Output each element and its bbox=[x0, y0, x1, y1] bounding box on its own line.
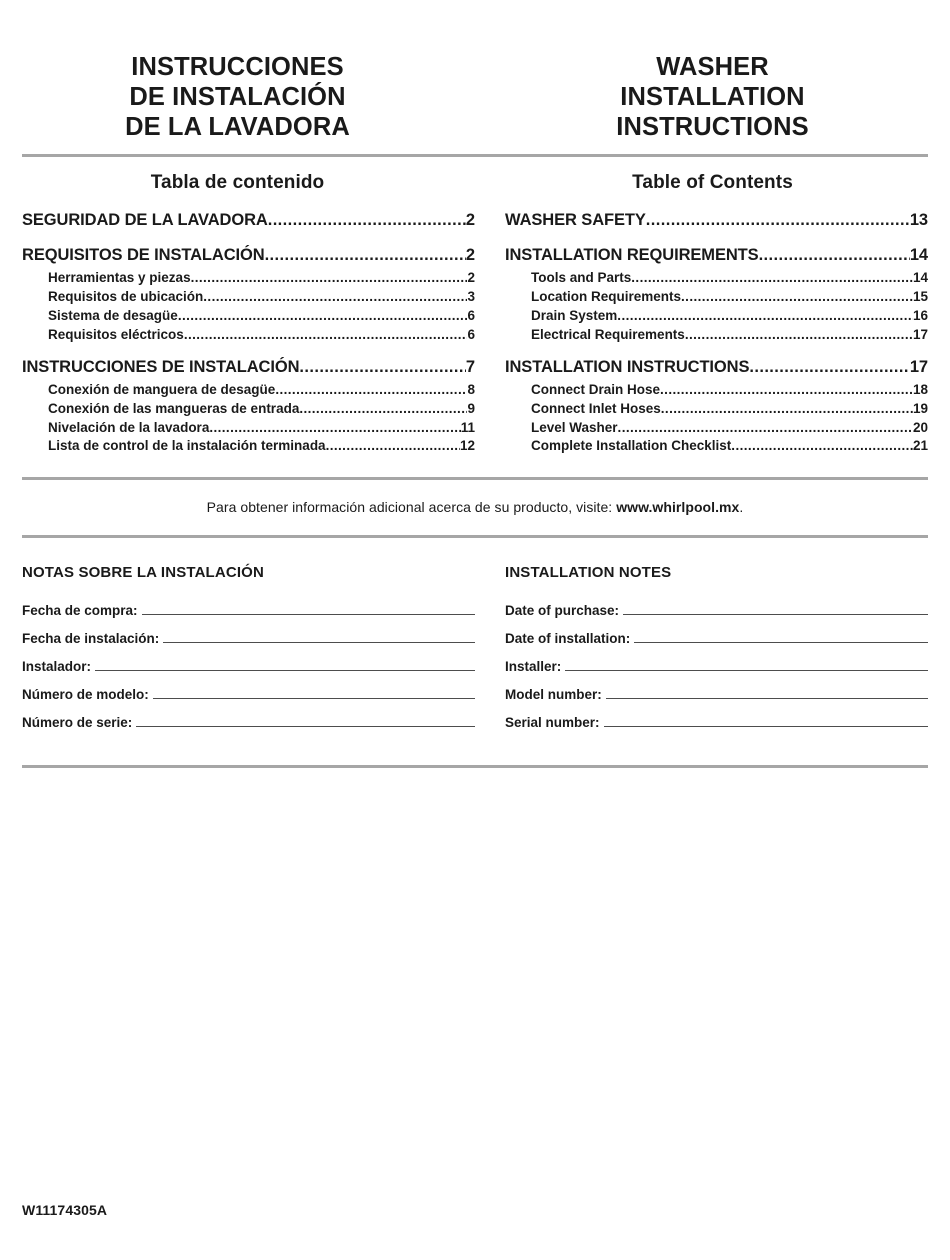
toc-leader-dots bbox=[268, 216, 466, 232]
toc-english bbox=[475, 210, 928, 455]
toc-entry-page: 2 bbox=[465, 245, 475, 264]
toc-entry-label: Requisitos de ubicación bbox=[48, 288, 204, 304]
toc-entry-page: 15 bbox=[912, 288, 928, 304]
toc-entry-page: 11 bbox=[460, 419, 475, 435]
toc-entry-sub[interactable] bbox=[22, 326, 475, 344]
toc-entry-page: 17 bbox=[912, 326, 928, 342]
toc-leader-dots bbox=[203, 290, 467, 306]
toc-entry-label: Requisitos eléctricos bbox=[48, 326, 184, 342]
toc-entry-page: 19 bbox=[912, 400, 928, 416]
toc-leader-dots bbox=[685, 328, 913, 344]
note-field-input[interactable] bbox=[623, 603, 928, 615]
note-field-row bbox=[22, 603, 475, 618]
toc-entry-sub[interactable] bbox=[22, 437, 475, 455]
website-note-text: Para obtener información adicional acerca de su producto, visite: bbox=[206, 499, 617, 516]
title-english-line-3: INSTRUCTIONS bbox=[616, 113, 809, 141]
toc-leader-dots bbox=[661, 402, 913, 418]
toc-entry-label: INSTRUCCIONES DE INSTALACIÓN bbox=[22, 357, 300, 376]
note-field-input[interactable] bbox=[606, 687, 928, 699]
toc-entry-page: 17 bbox=[909, 357, 928, 376]
toc-entry-page: 9 bbox=[467, 400, 475, 416]
divider-below-website bbox=[22, 535, 928, 538]
note-field-row bbox=[22, 659, 475, 674]
toc-leader-dots bbox=[631, 271, 913, 287]
toc-entry-sub[interactable] bbox=[505, 326, 928, 344]
toc-entry-label: Herramientas y piezas bbox=[48, 269, 191, 285]
toc-entry-label: Conexión de las mangueras de entrada bbox=[48, 400, 300, 416]
toc-leader-dots bbox=[184, 328, 468, 344]
note-field-row bbox=[505, 631, 928, 646]
toc-heading-row bbox=[0, 172, 950, 194]
installation-notes-spanish bbox=[22, 564, 475, 743]
toc-entry-label: Conexión de manguera de desagüe bbox=[48, 381, 276, 397]
note-field-label: Date of purchase: bbox=[505, 603, 620, 619]
note-field-input[interactable] bbox=[153, 687, 475, 699]
toc-entry-sub[interactable] bbox=[22, 381, 475, 399]
note-field-row bbox=[505, 603, 928, 618]
note-field-row bbox=[505, 687, 928, 702]
toc-entry-sub[interactable] bbox=[22, 400, 475, 418]
note-field-row bbox=[505, 659, 928, 674]
toc-entry-major[interactable] bbox=[22, 245, 475, 267]
toc-entry-page: 21 bbox=[912, 438, 928, 454]
toc-group bbox=[22, 245, 475, 344]
toc-entry-label: Lista de control de la instalación terminada bbox=[48, 438, 326, 454]
toc-leader-dots bbox=[646, 216, 910, 232]
toc-entry-sub[interactable] bbox=[505, 400, 928, 418]
toc-heading-spanish: Tabla de contenido bbox=[150, 172, 325, 193]
title-spanish-line-1: INSTRUCCIONES bbox=[131, 53, 344, 81]
website-note bbox=[0, 480, 950, 535]
title-block bbox=[0, 0, 950, 142]
toc-entry-page: 2 bbox=[465, 211, 475, 229]
title-spanish-line-2: DE INSTALACIÓN bbox=[129, 83, 346, 111]
note-field-label: Instalador: bbox=[22, 659, 92, 675]
toc-entry-page: 14 bbox=[912, 269, 928, 285]
toc-entry-major[interactable] bbox=[505, 210, 928, 232]
toc-group bbox=[505, 357, 928, 456]
toc-entry-sub[interactable] bbox=[505, 381, 928, 399]
toc-leader-dots bbox=[617, 309, 913, 325]
note-field-row bbox=[22, 715, 475, 730]
toc-spanish bbox=[22, 210, 475, 455]
toc-leader-dots bbox=[681, 290, 913, 306]
toc-group bbox=[505, 210, 928, 232]
toc-entry-sub[interactable] bbox=[505, 437, 928, 455]
toc-entry-label: INSTALLATION INSTRUCTIONS bbox=[505, 357, 750, 376]
toc-entry-label: SEGURIDAD DE LA LAVADORA bbox=[22, 211, 268, 229]
toc-entry-major[interactable] bbox=[22, 210, 475, 232]
note-field-input[interactable] bbox=[604, 715, 928, 727]
note-field-label: Serial number: bbox=[505, 715, 600, 731]
toc-entry-page: 7 bbox=[465, 357, 475, 376]
toc-leader-dots bbox=[326, 439, 460, 455]
toc-entry-page: 14 bbox=[909, 245, 928, 264]
toc-entry-sub[interactable] bbox=[22, 288, 475, 306]
toc-entry-page: 13 bbox=[909, 211, 928, 229]
note-field-input[interactable] bbox=[136, 715, 475, 727]
toc-entry-label: Complete Installation Checklist bbox=[531, 438, 732, 454]
toc-entry-page: 18 bbox=[912, 381, 928, 397]
part-number: W11174305A bbox=[22, 1202, 108, 1218]
toc-entry-page: 6 bbox=[467, 326, 475, 342]
divider-below-title bbox=[22, 154, 928, 157]
title-english-line-2: INSTALLATION bbox=[620, 83, 805, 111]
toc-entry-page: 16 bbox=[912, 307, 928, 323]
note-field-input[interactable] bbox=[142, 603, 475, 615]
divider-below-notes bbox=[22, 765, 928, 768]
toc-leader-dots bbox=[749, 363, 909, 379]
toc-entry-sub[interactable] bbox=[505, 307, 928, 325]
toc-leader-dots bbox=[618, 420, 913, 436]
note-field-input[interactable] bbox=[163, 631, 475, 643]
toc-group bbox=[22, 357, 475, 456]
toc-leader-dots bbox=[178, 309, 468, 325]
toc-heading-english: Table of Contents bbox=[632, 172, 793, 193]
toc-entry-label: Level Washer bbox=[531, 419, 618, 435]
note-field-input[interactable] bbox=[634, 631, 928, 643]
toc-leader-dots bbox=[660, 383, 913, 399]
toc-entry-major[interactable] bbox=[505, 245, 928, 267]
note-field-row bbox=[22, 631, 475, 646]
toc-entry-sub[interactable] bbox=[22, 269, 475, 287]
note-field-label: Date of installation: bbox=[505, 631, 631, 647]
toc-entry-label: INSTALLATION REQUIREMENTS bbox=[505, 245, 759, 264]
title-spanish bbox=[0, 52, 475, 142]
toc-entry-label: REQUISITOS DE INSTALACIÓN bbox=[22, 245, 265, 264]
toc-leader-dots bbox=[275, 383, 467, 399]
toc-entry-page: 2 bbox=[467, 269, 475, 285]
note-field-input[interactable] bbox=[95, 659, 475, 671]
toc-leader-dots bbox=[209, 420, 460, 436]
toc-entry-label: Nivelación de la lavadora bbox=[48, 419, 210, 435]
toc-entry-sub[interactable] bbox=[505, 288, 928, 306]
note-field-label: Fecha de compra: bbox=[22, 603, 138, 619]
note-field-row bbox=[22, 687, 475, 702]
toc-leader-dots bbox=[731, 439, 913, 455]
notes-title-english: INSTALLATION NOTES bbox=[505, 564, 672, 582]
toc-entry-label: Tools and Parts bbox=[531, 269, 632, 285]
toc-group bbox=[22, 210, 475, 232]
title-spanish-line-3: DE LA LAVADORA bbox=[125, 113, 350, 141]
note-field-label: Fecha de instalación: bbox=[22, 631, 160, 647]
toc-entry-major[interactable] bbox=[505, 357, 928, 379]
toc-leader-dots bbox=[759, 251, 910, 267]
installation-notes-english bbox=[475, 564, 928, 743]
toc-leader-dots bbox=[299, 363, 466, 379]
website-note-suffix: . bbox=[739, 499, 744, 516]
toc-leader-dots bbox=[299, 402, 467, 418]
toc-entry-sub[interactable] bbox=[505, 419, 928, 437]
website-url[interactable]: www.whirlpool.mx bbox=[616, 499, 740, 516]
toc-group bbox=[505, 245, 928, 344]
toc-entry-label: Electrical Requirements bbox=[531, 326, 685, 342]
toc-entry-label: Connect Drain Hose bbox=[531, 381, 661, 397]
toc-leader-dots bbox=[191, 271, 468, 287]
note-field-label: Installer: bbox=[505, 659, 562, 675]
note-field-input[interactable] bbox=[565, 659, 928, 671]
toc-entry-label: Sistema de desagüe bbox=[48, 307, 178, 323]
toc-entry-sub[interactable] bbox=[22, 307, 475, 325]
note-field-label: Número de serie: bbox=[22, 715, 133, 731]
notes-title-spanish: NOTAS SOBRE LA INSTALACIÓN bbox=[22, 564, 264, 582]
toc-columns bbox=[0, 210, 950, 455]
toc-entry-label: Location Requirements bbox=[531, 288, 682, 304]
toc-entry-page: 8 bbox=[467, 381, 475, 397]
title-english bbox=[475, 52, 950, 142]
toc-leader-dots bbox=[265, 251, 466, 267]
toc-entry-page: 6 bbox=[467, 307, 475, 323]
toc-entry-sub[interactable] bbox=[505, 269, 928, 287]
title-english-line-1: WASHER bbox=[656, 53, 769, 81]
toc-entry-sub[interactable] bbox=[22, 419, 475, 437]
toc-entry-page: 20 bbox=[912, 419, 928, 435]
note-field-label: Model number: bbox=[505, 687, 602, 703]
toc-entry-label: Drain System bbox=[531, 307, 618, 323]
toc-entry-page: 3 bbox=[467, 288, 475, 304]
installation-notes-columns bbox=[0, 564, 950, 743]
note-field-label: Número de modelo: bbox=[22, 687, 149, 703]
note-field-row bbox=[505, 715, 928, 730]
toc-entry-major[interactable] bbox=[22, 357, 475, 379]
toc-entry-label: Connect Inlet Hoses bbox=[531, 400, 661, 416]
toc-entry-label: WASHER SAFETY bbox=[505, 211, 646, 229]
toc-entry-page: 12 bbox=[459, 438, 475, 454]
